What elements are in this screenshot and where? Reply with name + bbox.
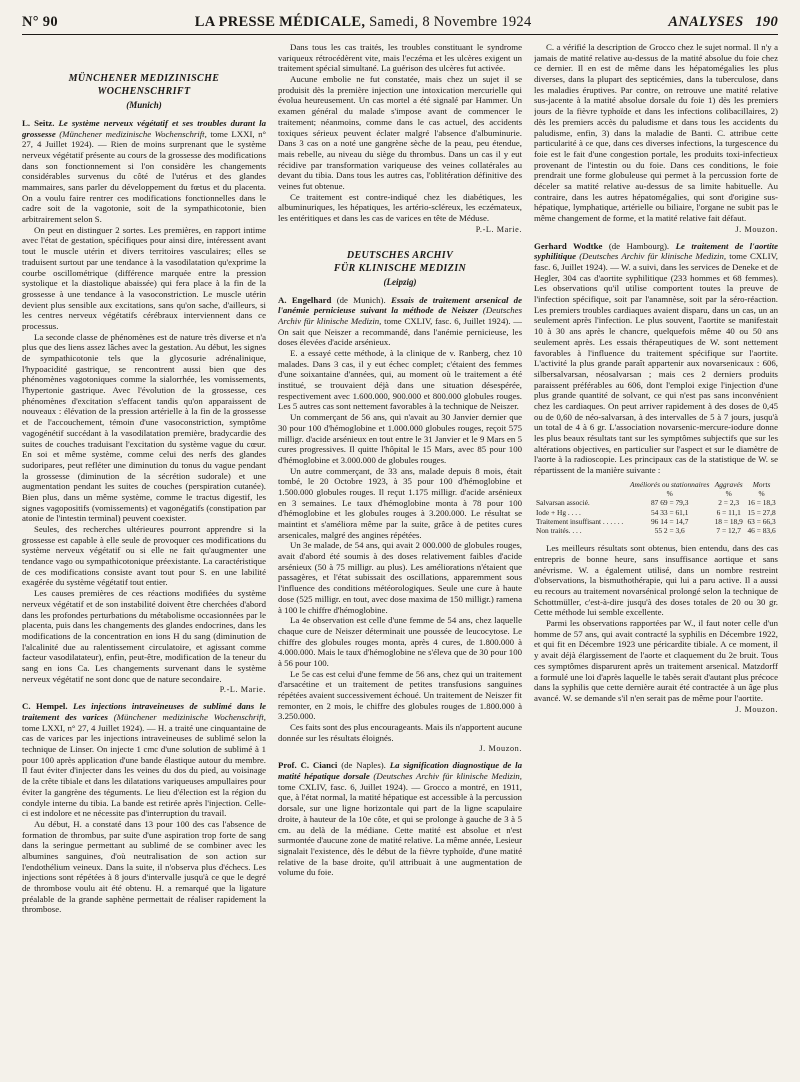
statistics-table bbox=[534, 480, 778, 536]
issue-date: Samedi, 8 Novembre 1924 bbox=[369, 14, 532, 30]
article-ref: tome LXXI, n° 27, 4 Juillet 1924). bbox=[22, 722, 145, 733]
article-paragraph: E. a essayé cette méthode, à la clinique de v. Ranberg, chez 10 malades. Dans 3 cas, il y eut échec complet; c'étaient des femmes d'une soixantaine d'années, qui, au moment où le traitement a été institué, se trouvaient déjà dans une situation désespérée, respectivement avec 1.600.000, 900.000 et 800.000 globules rouges. Les 5 autres cas sont nettement favorables à la technique de Neiszer. bbox=[278, 348, 522, 412]
article-author: A. Engelhard bbox=[278, 294, 332, 305]
table-cell: 7 = 12,7 bbox=[716, 526, 741, 536]
article-signature: J. Mouzon. bbox=[479, 744, 522, 754]
journal-place: (Munich) bbox=[126, 100, 162, 110]
table-row bbox=[534, 526, 778, 535]
table-header bbox=[534, 480, 627, 489]
article-source: (Münchener medizinische Wochenschrift, bbox=[59, 128, 207, 139]
table-row bbox=[534, 517, 778, 526]
table-cell: 55 2 = 3,6 bbox=[654, 526, 685, 536]
article-paragraph: Les causes premières de ces réactions modifiées du système nerveux végétatif et de son instabilité doivent être cherchées d'abord dans les profondes perturbations du métabolisme occasionnées par le placenta, puis dans les changements des glandes endocrines, dans les modifications de la concentration en ions H du sang (diminution de l'alcalinité due au ralentissement circulatoire, et agissant comme facteur vasodilatateur), enfin, peut-être, modification de la teneur du sang en ions Ca. Les changements survenant dans le système nerveux végétatif ne sont donc que de nature secondaire. bbox=[22, 588, 266, 684]
table-header: Morts bbox=[752, 479, 771, 489]
table-cell: 96 14 = 14,7 bbox=[650, 516, 689, 526]
article-signature: P.-L. Marie. bbox=[475, 224, 522, 234]
article-ref: tome CXLIV, fasc. 6, Juillet 1924). bbox=[534, 251, 778, 273]
article-paragraph: La 4e observation est celle d'une femme de 54 ans, chez laquelle chaque cure de Neiszer déterminait une poussée de leucocytose. Le chiffre des globules rouges monta, après 4 cures, de 1.800.000 à 4.000.000. Mais le taux d'hémoglobine ne s'éleva que de 30 pour 100 à 56 pour 100. bbox=[278, 615, 522, 668]
column-3 bbox=[534, 42, 778, 1077]
journal-name-line2: WOCHENSCHRIFT bbox=[97, 86, 191, 97]
article-paragraph: Ces faits sont des plus encourageants. Mais ils n'apportent aucune donnée sur les résultats éloignés. bbox=[278, 722, 522, 743]
journal-name-line1: MÜNCHENER MEDIZINISCHE bbox=[68, 73, 220, 84]
page-number: 190 bbox=[755, 14, 778, 30]
columns bbox=[22, 42, 778, 1077]
masthead: LA PRESSE MÉDICALE, Samedi, 8 Novembre 1924 bbox=[194, 14, 532, 30]
article-affiliation: (de Hambourg). bbox=[608, 240, 670, 251]
article-signature: J. Mouzon. bbox=[735, 704, 778, 714]
article-wodtke-intro bbox=[534, 241, 778, 476]
article-paragraph: — Rien de moins surprenant que le système nerveux végétatif présente au cours de la grossesse des modifications dans son fonctionnement si l'on considère les changements considérables survenus du côté de l'utérus et des glandes mammaires, sans parler du développement du fœtus et du placenta. On a voulu faire rentrer ces modifications fonctionnelles dans le cadre soit de la vagotonie, soit de la sympathicotonie, bien arbitrairement selon S. bbox=[22, 139, 266, 225]
article-paragraph: Un autre commerçant, de 33 ans, malade depuis 8 mois, était tombé, le 20 Octobre 1923, à 35 pour 100 d'hémoglobine et 1.500.000 globules rouges. Il reçut 1.175 milligr. d'acide arsénieux en 3 semaines. Le taux d'hémoglobine monta à 78 pour 100 d'hémoglobine et les globules rouges à 3.200.000. Le résultat se maintint et s'améliora même par la suite, grâce à de petites cures arsenicales, malgré des angines répétées. bbox=[278, 465, 522, 540]
table-cell: Iode + Hg . . . . bbox=[536, 507, 581, 517]
article-source: (Münchener medizinische Wochenschrift, bbox=[113, 712, 266, 722]
article-paragraph: Dans tous les cas traités, les troubles constituant le syndrome variqueux rétrocédèrent vite, mais l'eczéma et les ulcères exigent un traitement spécial simultané. La guérison des ulcères fut activée. bbox=[278, 42, 522, 74]
article-paragraph: Ce traitement est contre-indiqué chez les diabétiques, les albuminuriques, les hépatiques, les artério-scléreux, les eczémateux, les entéritiques et dans les cas de varices en tête de Méduse. bbox=[278, 191, 522, 223]
article-title: Le système nerveux végétatif et ses troubles durant la grossesse bbox=[22, 117, 266, 139]
section-heading bbox=[668, 14, 778, 31]
table-header: Améliorés ou stationnaires bbox=[630, 479, 710, 489]
article-paragraph: Aucune embolie ne fut constatée, mais chez un sujet il se produisit dès la première injection une intoxication mercurielle qui évolua heureusement. Un cas mortel a été signalé par Hammer. Un examen général du malade s'impose avant de commencer le traitement; néanmoins, comme dans le cas actuel, des accidents toxiques sérieux peuvent éclater malgré l'absence d'albuminurie. Dans 3 cas on a noté une gangrène sèche de la peau, peu étendue, mais rebelle, au niveau du siège du thrombus. Dans un cas il y eut récidive par transformation variqueuse des veines collatérales au devant du tibia. Dans tous les autres cas, l'oblitération définitive des veines fut obtenue. bbox=[278, 74, 522, 191]
article-paragraph: — H. a traité une cinquantaine de cas de varices par les injections intraveineuses de sublimé selon la technique de Linser. On injecte 1 cmc d'une solution de sublimé à 1 pour 100 après application d'une bande élastique autour du membre. Il faut éviter d'injecter dans les veines du dos du pied, au voisinage de la crête tibiale et dans les dilatations variqueuses ampullaires pour éviter la gangrène des téguments. Le lieu d'élection est la région du condyle interne du tibia. La bande est retirée après l'injection. Celle-ci est indolore et ne nécessite pas d'interruption du travail. bbox=[22, 722, 266, 819]
table-cell: Non traités. . . . bbox=[536, 526, 582, 536]
table-cell: Salvarsan associé. bbox=[536, 498, 590, 508]
article-source: (Deutsches Archiv für klinische Medizin, bbox=[373, 771, 522, 782]
article-paragraph: Parmi les observations rapportées par W., il faut noter celle d'un homme de 57 ans, qui avait contracté la syphilis en Décembre 1922, et qui fit en Décembre 1923 une péricardite tibiale. A ce moment, il y avait déjà élargissement de l'aorte et claquement du 2e bruit. Tous ces symptômes disparurent après un traitement arsenical. Matzdorff a formulé une loi d'après laquelle le tabès serait d'autant plus précoce dans la syphilis que cette dernière aurait été contractée à un âge plus avancé. W. se demande s'il n'en serait pas de même pour l'aortite. bbox=[534, 618, 778, 703]
article-title: Les injections intraveineuses de sublimé dans le traitement des varices bbox=[22, 701, 266, 722]
journal-heading-munchener bbox=[22, 72, 266, 98]
article-engelhard-intro bbox=[278, 295, 522, 348]
article-paragraph: Un 3e malade, de 54 ans, qui avait 2 000.000 de globules rouges, avait d'abord été soumis à des doses relativement faibles d'acide arsénieux (50 à 75 milligr. au plus). Les améliorations n'étaient que passagères, et l'état subissait des oscillations, apparemment sous l'influence des conditions météorologiques. Seule une cure à haute dose (525 milligr. en tout, avec dose maxima de 150 milligr.) ramena à 100 le chiffre d'hémoglobine. bbox=[278, 540, 522, 615]
table-row bbox=[534, 508, 778, 517]
section-name: ANALYSES bbox=[668, 14, 744, 30]
table-header-row bbox=[534, 480, 778, 489]
article-author: L. Seitz. bbox=[22, 117, 55, 128]
journal-name-line2: FÜR KLINISCHE MEDIZIN bbox=[333, 262, 467, 274]
article-affiliation: (de Naples). bbox=[341, 760, 386, 771]
article-paragraph: — Grocco a montré, en 1911, que, à l'état normal, la matité hépatique est accessible à la percussion dorsale, sur une ligne horizontale qui part de la ligne scapulaire droite, à hauteur de la 10e côte, et qui se prolonge à gauche de 3 à 5 cm. au delà de la médiane. Cette matité est absolue et n'est surmontée d'aucune zone de matité relative. La même année, Lesieur signalait l'existence, dès le début de la fièvre typhoïde, d'une matité relative de la base droite, qu'il attribuait à une augmentation de volume du foie. bbox=[278, 781, 522, 878]
table-cell: 15 = 27,8 bbox=[747, 507, 776, 517]
table-unit: % bbox=[666, 489, 673, 499]
table-cell: 46 = 83,6 bbox=[747, 526, 776, 536]
table-cell: 18 = 18,9 bbox=[714, 516, 743, 526]
article-title: Essais de traitement arsenical de l'anémie pernicieuse suivant la méthode de Neiszer bbox=[278, 294, 522, 316]
article-ref: tome CXLIV, fasc. 6, Juillet 1924). bbox=[278, 781, 408, 792]
table-cell: 63 = 66,3 bbox=[747, 516, 776, 526]
table-cell: 6 = 11,1 bbox=[716, 507, 741, 517]
page-header bbox=[22, 14, 778, 35]
article-ref: tome CXLIV, fasc. 6, Juillet 1924). bbox=[384, 315, 511, 326]
journal-name-line1: DEUTSCHES ARCHIV bbox=[346, 249, 454, 261]
table-unit: % bbox=[758, 489, 765, 499]
article-signature: J. Mouzon. bbox=[735, 224, 778, 234]
article-source: (Deutsches Archiv für klinische Medizin, bbox=[579, 251, 727, 262]
table-unit bbox=[534, 489, 627, 498]
journal-heading-deutsches-archiv bbox=[278, 249, 522, 275]
article-signature: P.-L. Marie. bbox=[219, 685, 266, 695]
article-hempel-intro bbox=[22, 701, 266, 819]
table-cell: Traitement insuffisant . . . . . . bbox=[536, 516, 624, 526]
journal-place: (Leipzig) bbox=[383, 276, 417, 287]
article-paragraph: La seconde classe de phénomènes est de nature très diverse et n'a plus que des liens assez lâches avec la gestation. Au début, les signes de sympathicotonie tels que la glycosurie adrénalinique, l'hypoacidité gastrique, se rencontrent aussi bien que des phénomènes vagotoniques comme la sialorrhée, les vomissements, l'hypertonie gastrique. Avec l'évolution de la grossesse, ces phénomènes d'excitation s'effacent tandis qu'on apparaissent de nouveaux : élévation de la pression artérielle à la fin de la grossesse et de l'accouchement, témoin d'une vasoconstriction, symptôme vagogénétif succédant à la vasodilatation première, bradycardie des suites de couches traduisant l'excitation du système vague du cœur. En soi et même système, comme celui des nerfs des glandes sudoripares, peut refléter une diminution du tonus du vague pendant la grossesse (diminution de la sécrétion sudorale) et une augmentation pendant les suites de couches (perspiration cutanée). Bien plus, dans un même système, comme le tractus digestif, les signes vagopositifs (vomissements) et vagonégatifs (constipation par atonie de l'intestin terminal) peuvent coexister. bbox=[22, 331, 266, 524]
article-affiliation: (de Munich). bbox=[336, 294, 386, 305]
article-paragraph: Au début, H. a constaté dans 13 pour 100 des cas l'absence de formation de thrombus, par suite d'une aspiration trop forte de sang dans la seringue permettant au sublimé de se combiner avec les albumines sanguines, d'où neutralisation de son action sur l'endothélium veineux. Dans la suite, il n'observa plus d'échecs. Les injections sont répétées à 8 jours d'intervalle jusqu'à ce que le degré de thrombose voulu ait été obtenu. H. a remarqué que la ligature préalable de la grande saphène permettait de réaliser rapidement la thrombose. bbox=[22, 818, 266, 915]
article-paragraph: — On sait que Neiszer a recommandé, dans l'anémie pernicieuse, les doses élevées d'acide arsénieux. bbox=[278, 315, 522, 348]
column-1 bbox=[22, 42, 266, 1077]
issue-number: N° 90 bbox=[22, 14, 58, 30]
article-source: (Deutsches Archiv für klinische Medizin, bbox=[278, 305, 522, 326]
article-paragraph: C. a vérifié la description de Grocco chez le sujet normal. Il n'y a jamais de matité relative au-dessus de la matité absolue du foie chez ce dernier. Il en est de même dans les hépatomégalies les plus diverses, dans la plupart des septicémies, dans la tuberculose, dans les maladies éruptives. Par contre, on retrouve une matité relative sus-jacente à la matité absolue dorsale du foie 1) dès les premiers jours de la fièvre typhoïde et dans les infections colibacillaires, 2) dès les premiers accès du paludisme et dans tous les accidents du paludisme, enfin, 3) dans la maladie de Banti. C. attribue cette particularité à ce que, dans ces diverses infections, la turgescence du foie est le fait d'une congestion portale, les produits toxi-infectieux provenant de l'intestin ou du foie. Dans ces conditions, le foie prendrait une forme globuleuse qui permet à la percussion forte de déceler sa matité relative au-dessus de sa limite habituelle. Au contraire, dans les autres hépatomégalies, qui sont d'origine sus-hépatique, lymphatique, artérielle ou biliaire, l'organe ne subit pas le même changement de forme, et la matité relative fait défaut. bbox=[534, 42, 778, 223]
article-cianci-intro bbox=[278, 760, 522, 878]
article-paragraph: Un commerçant de 56 ans, qui n'avait au 30 Janvier dernier que 30 pour 100 d'hémoglobine et 1.000.000 globules rouges, reçoit 575 milligr. d'acide arsénieux en tout entre le 31 Janvier et le 9 Mars en 5 cures progressives. Il quitte l'hôpital le 15 Mars, avec 85 pour 100 d'hémoglobine et 3.000.000 de globules rouges. bbox=[278, 412, 522, 465]
article-paragraph: Les meilleurs résultats sont obtenus, bien entendu, dans des cas entrepris de bonne heure, sans insuffisance aortique et sans anévrisme. W. a également utilisé, dans un nombre restreint d'observations, la bismuthothérapie, qui lui a paru active. Il a aussi eu recours au traitement novarsénical prolongé selon la technique de Schottmüller, c'est-à-dire jusqu'à des doses totales de 20 ou 30 gr. Cette méthode lui semble excellente. bbox=[534, 543, 778, 618]
article-paragraph: Seules, des recherches ultérieures pourront apprendre si la grossesse est capable à elle seule de provoquer ces modifications du système nerveux végétatif ou si elle ne fait qu'augmenter une tendance vago ou sympathicotonique préexistante. La caractéristique de ces modifications consiste avant tout pour S. en une labilité exagérée du système végétatif tout entier. bbox=[22, 524, 266, 588]
table-header: Aggravés bbox=[714, 479, 743, 489]
table-cell: 54 33 = 61,1 bbox=[650, 507, 689, 517]
article-author: C. Hempel. bbox=[22, 701, 68, 712]
article-author: Prof. C. Cianci bbox=[278, 760, 338, 771]
column-2 bbox=[278, 42, 522, 1077]
article-title: La signification diagnostique de la matité hépatique dorsale bbox=[278, 760, 522, 782]
table-units-row bbox=[534, 489, 778, 498]
table-cell: 87 69 = 79,3 bbox=[650, 498, 689, 508]
table-row bbox=[534, 498, 778, 507]
article-title: Le traitement de l'aortite syphilitique bbox=[534, 240, 778, 262]
article-ref: tome LXXI, n° 27, 4 Juillet 1924). bbox=[22, 128, 266, 150]
article-paragraph: — W. a suivi, dans les services de Deneke et de Hegler, 304 cas d'aortite syphilitique (233 hommes et 68 femmes). Les observations qu'il utilise comportent toutes la preuve de l'infection spécifique, soit par l'anamnèse, soit par la séro-réaction. Les premiers troubles cardiaques avaient disparu, dans un cas, un an seulement après l'infection. Le plus souvent, l'aortite se manifestait 10 à 30 ans après le chancre, quelquefois même 40 ou 50 ans seulement après. Les essais thérapeutiques de W. sont nettement favorables à l'influence du traitement spécifique sur l'aortite. L'activité la plus grande paraît appartenir aux novarsenicaux : 606, silbersalvarsan, néosalvarsan ; mais ces 2 derniers produits paraissent préférables au 606, dont l'emploi exige l'injection d'une plus grande quantité de solvant, ce qui n'est pas sans inconvénient chez les cardiaques. On peut arriver rapidement à des doses de 0,45 ou de 0,60 de néo-salvarsan, à des intervalles de 5 à 7 jours, jusqu'à un total de 4 à 6 gr. L'association novarsenic-mercure-iodure donne les plus beaux résultats tant sur les symptômes subjectifs que sur les altérations objectives, en particulier sur l'aspect et sur le diamètre de l'aorte à la radioscopie. Les principaux cas de la statistique de W. se répartissent de la manière suivante : bbox=[534, 262, 778, 476]
table-cell: 16 = 18,3 bbox=[747, 498, 776, 508]
article-paragraph: Le 5e cas est celui d'une femme de 56 ans, chez qui un traitement d'arsacétine et un traitement de petites transfusions sanguines répétées avaient successivement échoué. Un traitement de Neiszer fit remonter, en 2 mois, le chiffre des globules rouges de 1.800.000 à 3.250.000. bbox=[278, 668, 522, 722]
table-cell: 2 = 2,3 bbox=[718, 498, 740, 508]
article-paragraph: On peut en distinguer 2 sortes. Les premières, en rapport intime avec l'état de gestation, spécifiques pour ainsi dire, intéressent avant tout le muscle utérin et divers territoires vasculaires; elles se traduisent surtout par une tendance à la vasodilatation qu'exprime la courbe oscillométrique (différence marquée entre la pression systolique et la diastolique abaissée) qui fera place à la fin de la grossesse à une tendance à la vasoconstriction. Le muscle utérin devient plus sensible aux excitations, sans qu'on sache, d'ailleurs, si les centres nerveux végétatifs cérébraux interviennent dans ce processus. bbox=[22, 224, 266, 331]
article-seitz-intro bbox=[22, 118, 266, 225]
article-author: Gerhard Wodtke bbox=[534, 240, 603, 251]
journal-title: LA PRESSE MÉDICALE bbox=[194, 14, 362, 30]
table-unit: % bbox=[725, 489, 732, 499]
